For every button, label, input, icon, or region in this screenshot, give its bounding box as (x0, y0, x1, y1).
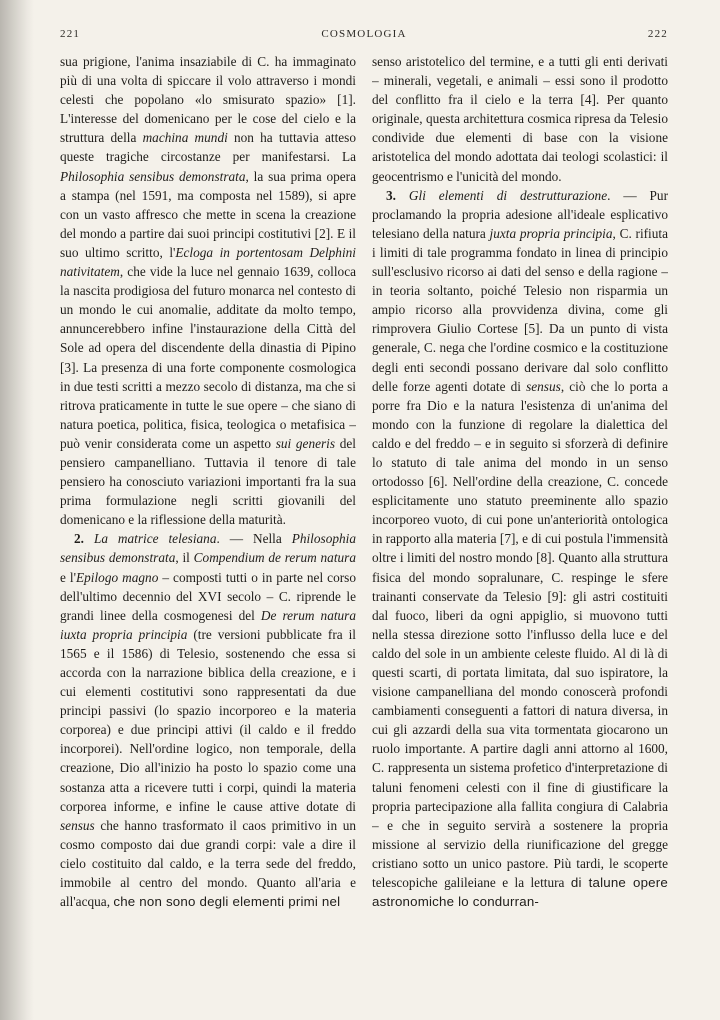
text-run: . — Pur proclamando la propria adesione all'ideale esplicativo telesiano della natura (372, 187, 668, 241)
text-run: , che vide la luce nel gennaio 1639, colloca la nascita prodigiosa del futuro monarca nel contesto di un mondo le cui anomalie, additate da molto tempo, annuncerebbero infine l'instaurazione della Città del Sole ad opera del discendente della dinastia di Pipino [3]. La presenza di una forte componente cosmologica in due testi scritti a mezzo secolo di distanza, ma che si ritrova praticamente in tutte le sue opere – che siano di natura poetica, politica, fisica, teologica o metafisica – può venir considerata come un aspetto (60, 264, 356, 451)
page-number-right: 222 (647, 28, 668, 40)
italic-run: sui generis (275, 435, 336, 451)
section-body (372, 188, 668, 909)
text-run: che non sono degli elementi primi nel (113, 894, 341, 910)
italic-run: Philosophia sensibus demonstrata (60, 531, 356, 566)
text-run: – composti tutti o in parte nel corso dell'ultimo decennio del XVI secolo – C. riprende le grandi linee della cosmogenesi del (60, 569, 356, 623)
text-run: . — Nella (216, 531, 292, 547)
running-header (60, 28, 668, 46)
text-run: (tre versioni pubblicate fra il 1565 e il 1586) di Telesio, sostenendo che essa si accorda con la narrazione biblica della creazione, e i cui elementi costitutivi sono rappresentati da due principi passivi (lo spazio incorporeo e la materia corporea) e due principi attivi (il caldo e il freddo incorporei). Nell'ordine logico, non temporale, della creazione, Dio all'inizio ha posto lo spazio come una sostanza atta a ricevere tutti i corpi, quindi la materia corporea informe, e infine le cause attive dotate di (60, 626, 356, 814)
text-run: sua prigione, l'anima insaziabile di C. ha immaginato più di una volta di spiccare il volo attraverso i mondi celesti che popolano «lo smisurato spazio» [1]. L'interesse del domenicano per le cose del cielo e la struttura della (60, 54, 356, 146)
text-run: senso aristotelico del termine, e a tutti gli enti derivati – minerali, vegetali, e animali – essi sono il prodotto del conflitto fra il cielo e la terra [4]. Per quanto originale, questa architettura cosmica ripresa da Telesio condivide due elementi di base con la visione aristotelica del mondo adottata dai teologi scolastici: il geocentrismo e l'unicità del mondo. (372, 54, 668, 184)
text-column-right (372, 52, 668, 1004)
section-number: 3. (386, 187, 396, 203)
italic-run: La matrice telesiana (93, 531, 217, 547)
paragraph (372, 52, 668, 186)
paragraph (60, 52, 356, 529)
page-number-left: 221 (60, 28, 81, 40)
text-column-left (60, 52, 356, 1004)
text-run: di talune opere astronomiche lo condurran- (372, 875, 668, 910)
section-paragraph (372, 186, 668, 912)
italic-run: juxta propria principia (489, 225, 613, 241)
text-run: non ha tuttavia atteso queste tragiche circostanze per manifestarsi. La (60, 130, 356, 165)
text-run: , C. rifiuta i limiti di tale programma fondato in linea di principio sull'esclusivo ricorso ai dati del senso e della ragione – in teoria soltanto, poiché Telesio non risparmia un ampio ricorso alla provvidenza divina, come gli rimprovera Giulio Cortese [5]. Da un punto di vista generale, C. nega che l'ordine cosmico e la costituzione degli enti secondi possano derivare dal solo conflitto delle forze agenti dotate di (372, 225, 668, 394)
italic-run: Philosophia sensibus demonstrata (60, 168, 246, 184)
italic-run: Compendium de rerum natura (193, 550, 356, 566)
text-run: , ciò che lo porta a porre fra Dio e la natura l'esistenza di un'anima del mondo con la funzione di regolare la dialettica del caldo e del freddo – e in seguito si sforzerà di definire lo statuto di tale anima del mondo in un senso ortodosso [6]. Nell'ordine della creazione, C. concede esplicitamente uno statuto preeminente allo spazio incorporeo vuoto, di cui pone un'anteriorità ontologica in rapporto alla materia [7], e di cui postula l'immensità oltre i limiti del nostro mondo [8]. Quanto alla struttura fisica del mondo sopralunare, C. respinge le sfere trainanti conservate da Telesio [9]: gli astri costituiti dal fuoco, liberi da ogni appiglio, si muovono tutti nella stessa direzione sotto l'influsso della luce e del caldo del sole in un ambiente celeste fluido. Al di là di questi scarti, di portata limitata, dal suo ispiratore, la visione campanelliana del mondo conoscerà profondi cambiamenti conseguenti a fattori di natura diversa, in cui gli azzardi della sua vita tormentata giocarono un ruolo importante. A partire dagli anni attorno al 1600, C. rappresenta un sistema profetico d'interpretazione di taluni fenomeni celesti con il fine di giustificare la propria partecipazione alla fallita congiura di Calabria – e che in seguito servirà a sostenere la propria missione al servizio della riunificazione del gregge cristiano sotto un unico pastore. Più tardi, le scoperte telescopiche galileiane e la lettura (372, 378, 668, 891)
text-run: , la sua prima opera a stampa (nel 1591, ma composta nel 1589), si apre con un vasto affresco che mette in scena la creazione del mondo a partire dai suoi principi costitutivi [2]. E il suo ultimo scritto, l' (60, 168, 356, 260)
italic-run: machina mundi (142, 130, 228, 146)
section-body (60, 531, 356, 909)
italic-run: Gli elementi di destrutturazione (408, 187, 608, 203)
text-run: che hanno trasformato il caos primitivo in un cosmo composto dai due grandi corpi: vale a dire il cielo costituito dal caldo, e la terra sede del freddo, immobile al centro del mondo. Quanto all'aria e all'acqua, (60, 817, 356, 910)
section-paragraph (60, 529, 356, 911)
text-run: del pensiero campanelliano. Tuttavia il tenore di tale pensiero ha conosciuto variazioni importanti fra la sua prima formulazione negli scritti giovanili del domenicano e la riflessione della maturità. (60, 435, 356, 528)
running-title: COSMOLOGIA (321, 28, 407, 40)
text-run: e l' (60, 569, 77, 585)
italic-run: sensus (60, 817, 95, 833)
section-number: 2. (74, 531, 84, 547)
italic-run: sensus (526, 378, 561, 394)
italic-run: Epilogo magno (76, 569, 159, 585)
italic-run: De rerum natura iuxta propria principia (60, 607, 356, 642)
italic-run: Ecloga in portentosam Delphini nativitatem (60, 244, 356, 280)
book-gutter-shadow (0, 0, 34, 1020)
text-run: , il (175, 550, 194, 566)
